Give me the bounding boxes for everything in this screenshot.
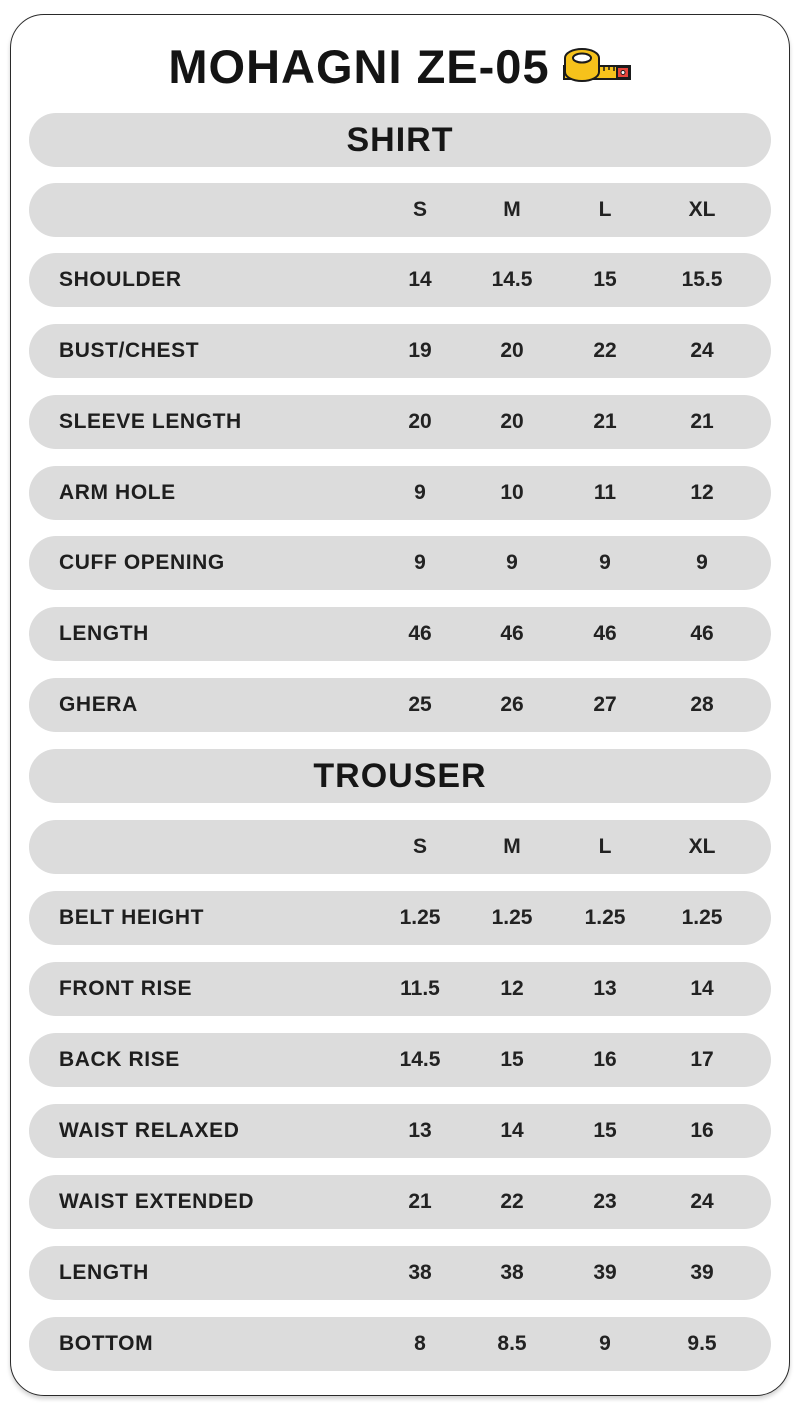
value-s: 19 [408, 339, 432, 362]
shirt-size-header-row [29, 183, 771, 237]
value-l: 21 [593, 410, 617, 433]
row-label: BACK RISE [59, 1048, 180, 1071]
row-label: BOTTOM [59, 1332, 154, 1355]
value-l: 22 [593, 339, 617, 362]
value-xl: 24 [690, 339, 714, 362]
table-row [29, 1033, 771, 1087]
row-label: FRONT RISE [59, 977, 193, 1000]
size-header-m: M [503, 198, 521, 221]
value-m: 14 [500, 1119, 524, 1142]
table-row [29, 607, 771, 661]
value-s: 9 [414, 551, 426, 574]
value-l: 23 [593, 1190, 617, 1213]
value-s: 1.25 [399, 906, 441, 929]
value-xl: 39 [690, 1261, 714, 1284]
value-l: 27 [593, 693, 617, 716]
value-xl: 9 [696, 551, 708, 574]
value-s: 8 [414, 1332, 426, 1355]
value-s: 9 [414, 481, 426, 504]
row-label: CUFF OPENING [59, 551, 225, 574]
value-m: 20 [500, 339, 524, 362]
value-l: 16 [593, 1048, 617, 1071]
value-m: 20 [500, 410, 524, 433]
row-label: SHOULDER [59, 268, 182, 291]
row-label: WAIST EXTENDED [59, 1190, 255, 1213]
value-l: 9 [599, 1332, 611, 1355]
trouser-section-header: TROUSER [29, 749, 771, 803]
measuring-tape-icon [562, 46, 632, 86]
value-s: 21 [408, 1190, 432, 1213]
value-l: 46 [593, 622, 617, 645]
table-row [29, 253, 771, 307]
table-row [29, 536, 771, 590]
value-xl: 28 [690, 693, 714, 716]
page-title: MOHAGNI ZE-05 [168, 39, 550, 93]
table-row [29, 395, 771, 449]
size-header-xl: XL [688, 835, 716, 858]
shirt-section-header: SHIRT [29, 113, 771, 167]
table-row [29, 1317, 771, 1371]
size-header-s: S [412, 835, 427, 858]
value-xl: 9.5 [687, 1332, 717, 1355]
value-m: 10 [500, 481, 524, 504]
row-label: BELT HEIGHT [59, 906, 205, 929]
size-header-l: L [598, 198, 612, 221]
size-header-m: M [503, 835, 521, 858]
table-row [29, 1246, 771, 1300]
value-xl: 15.5 [681, 268, 723, 291]
value-m: 26 [500, 693, 524, 716]
value-s: 25 [408, 693, 432, 716]
value-m: 1.25 [491, 906, 533, 929]
table-row [29, 324, 771, 378]
value-xl: 21 [690, 410, 714, 433]
value-s: 13 [408, 1119, 432, 1142]
value-s: 46 [408, 622, 432, 645]
table-row [29, 1104, 771, 1158]
row-label: WAIST RELAXED [59, 1119, 240, 1142]
value-s: 38 [408, 1261, 432, 1284]
size-header-s: S [412, 198, 427, 221]
value-m: 9 [506, 551, 518, 574]
value-s: 20 [408, 410, 432, 433]
value-m: 8.5 [497, 1332, 527, 1355]
table-row [29, 891, 771, 945]
value-m: 38 [500, 1261, 524, 1284]
value-l: 13 [593, 977, 617, 1000]
row-label: LENGTH [59, 1261, 149, 1284]
row-label: SLEEVE LENGTH [59, 410, 242, 433]
value-s: 14 [408, 268, 432, 291]
value-m: 15 [500, 1048, 524, 1071]
row-label: BUST/CHEST [59, 339, 200, 362]
value-l: 15 [593, 1119, 617, 1142]
value-xl: 1.25 [681, 906, 723, 929]
value-m: 14.5 [491, 268, 533, 291]
value-m: 46 [500, 622, 524, 645]
value-xl: 46 [690, 622, 714, 645]
size-header-l: L [598, 835, 612, 858]
value-xl: 17 [690, 1048, 714, 1071]
value-l: 39 [593, 1261, 617, 1284]
value-m: 12 [500, 977, 524, 1000]
trouser-size-header-row [29, 820, 771, 874]
value-xl: 12 [690, 481, 714, 504]
value-s: 11.5 [400, 977, 440, 1000]
row-label: GHERA [59, 693, 138, 716]
value-l: 11 [593, 481, 617, 504]
value-l: 1.25 [584, 906, 626, 929]
table-row [29, 678, 771, 732]
value-xl: 16 [690, 1119, 714, 1142]
table-row [29, 466, 771, 520]
row-label: LENGTH [59, 622, 149, 645]
value-s: 14.5 [399, 1048, 441, 1071]
value-m: 22 [500, 1190, 524, 1213]
table-row [29, 1175, 771, 1229]
chart-title [0, 38, 800, 94]
size-header-xl: XL [688, 198, 716, 221]
table-row [29, 962, 771, 1016]
value-l: 15 [593, 268, 617, 291]
value-xl: 24 [690, 1190, 714, 1213]
value-l: 9 [599, 551, 611, 574]
value-xl: 14 [690, 977, 714, 1000]
row-label: ARM HOLE [59, 481, 176, 504]
